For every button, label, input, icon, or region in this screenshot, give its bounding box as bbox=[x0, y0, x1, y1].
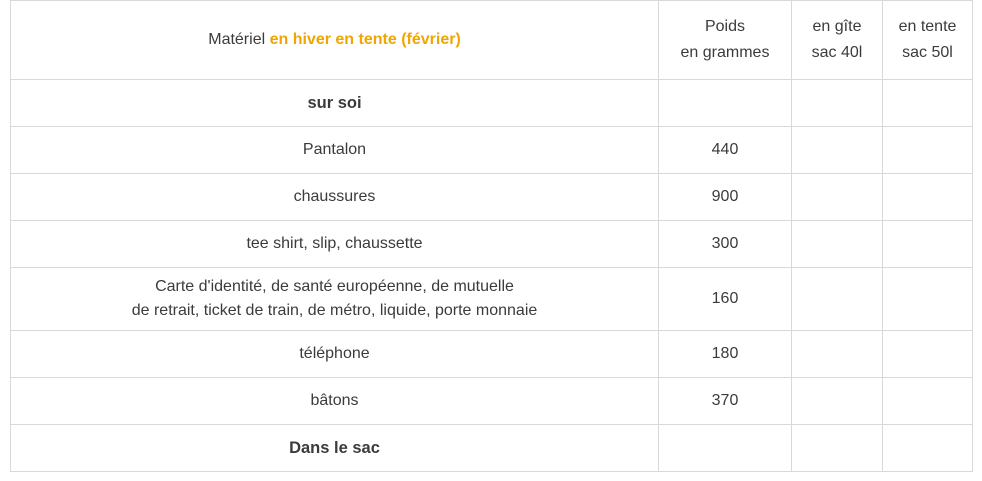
row-tente-value bbox=[883, 174, 973, 221]
row-item-label bbox=[11, 221, 659, 268]
table-row bbox=[11, 425, 973, 472]
column-header-weight-line2: en grammes bbox=[680, 44, 770, 61]
row-item-line: Dans le sac bbox=[289, 438, 380, 457]
table-row bbox=[11, 268, 973, 331]
row-tente-value bbox=[883, 331, 973, 378]
row-gite-value bbox=[792, 268, 883, 331]
row-item-line: sur soi bbox=[307, 93, 362, 112]
row-weight-value: 180 bbox=[659, 331, 792, 378]
row-weight-value: 370 bbox=[659, 378, 792, 425]
column-header-weight bbox=[659, 1, 792, 80]
table-row bbox=[11, 331, 973, 378]
row-gite-value bbox=[792, 127, 883, 174]
row-weight-value: 160 bbox=[659, 268, 792, 331]
row-weight-value: 440 bbox=[659, 127, 792, 174]
row-gite-value bbox=[792, 378, 883, 425]
column-header-material bbox=[11, 1, 659, 80]
row-weight-value: 300 bbox=[659, 221, 792, 268]
row-item-line: de retrait, ticket de train, de métro, liquide, porte monnaie bbox=[131, 302, 538, 319]
row-tente-value bbox=[883, 268, 973, 331]
row-item-line: téléphone bbox=[299, 345, 370, 362]
column-header-gite-line2: sac 40l bbox=[811, 44, 863, 61]
row-item-label bbox=[11, 127, 659, 174]
table-row bbox=[11, 80, 973, 127]
table-row bbox=[11, 221, 973, 268]
row-tente-value bbox=[883, 378, 973, 425]
column-header-tente bbox=[883, 1, 973, 80]
column-header-weight-line1: Poids bbox=[704, 18, 746, 36]
row-item-label bbox=[11, 174, 659, 221]
row-item-label bbox=[11, 80, 659, 127]
column-header-material-main: Matériel bbox=[208, 31, 266, 49]
column-header-tente-line2: sac 50l bbox=[902, 44, 953, 61]
row-tente-value bbox=[883, 221, 973, 268]
table-body bbox=[11, 80, 973, 472]
gear-checklist-table bbox=[10, 0, 973, 472]
row-item-label bbox=[11, 268, 659, 331]
row-tente-value bbox=[883, 425, 973, 472]
row-item-line: bâtons bbox=[310, 392, 359, 409]
column-header-tente-line1: en tente bbox=[898, 18, 957, 36]
row-item-line: Carte d'identité, de santé européenne, de mutuelle bbox=[155, 278, 514, 295]
row-tente-value bbox=[883, 127, 973, 174]
row-weight-value bbox=[659, 425, 792, 472]
row-item-label bbox=[11, 425, 659, 472]
row-gite-value bbox=[792, 331, 883, 378]
column-header-material-accent: en hiver en tente (février) bbox=[269, 31, 461, 49]
table-row bbox=[11, 127, 973, 174]
row-item-line: Pantalon bbox=[302, 141, 367, 158]
row-weight-value bbox=[659, 80, 792, 127]
row-item-label bbox=[11, 331, 659, 378]
row-gite-value bbox=[792, 425, 883, 472]
row-gite-value bbox=[792, 80, 883, 127]
table-header bbox=[11, 1, 973, 80]
header-row bbox=[11, 1, 973, 80]
column-header-gite-line1: en gîte bbox=[812, 18, 862, 36]
row-weight-value: 900 bbox=[659, 174, 792, 221]
table-row bbox=[11, 378, 973, 425]
row-tente-value bbox=[883, 80, 973, 127]
table-row bbox=[11, 174, 973, 221]
row-item-label bbox=[11, 378, 659, 425]
column-header-gite bbox=[792, 1, 883, 80]
row-item-line: chaussures bbox=[293, 188, 376, 205]
row-gite-value bbox=[792, 174, 883, 221]
row-item-line: tee shirt, slip, chaussette bbox=[246, 235, 423, 252]
row-gite-value bbox=[792, 221, 883, 268]
